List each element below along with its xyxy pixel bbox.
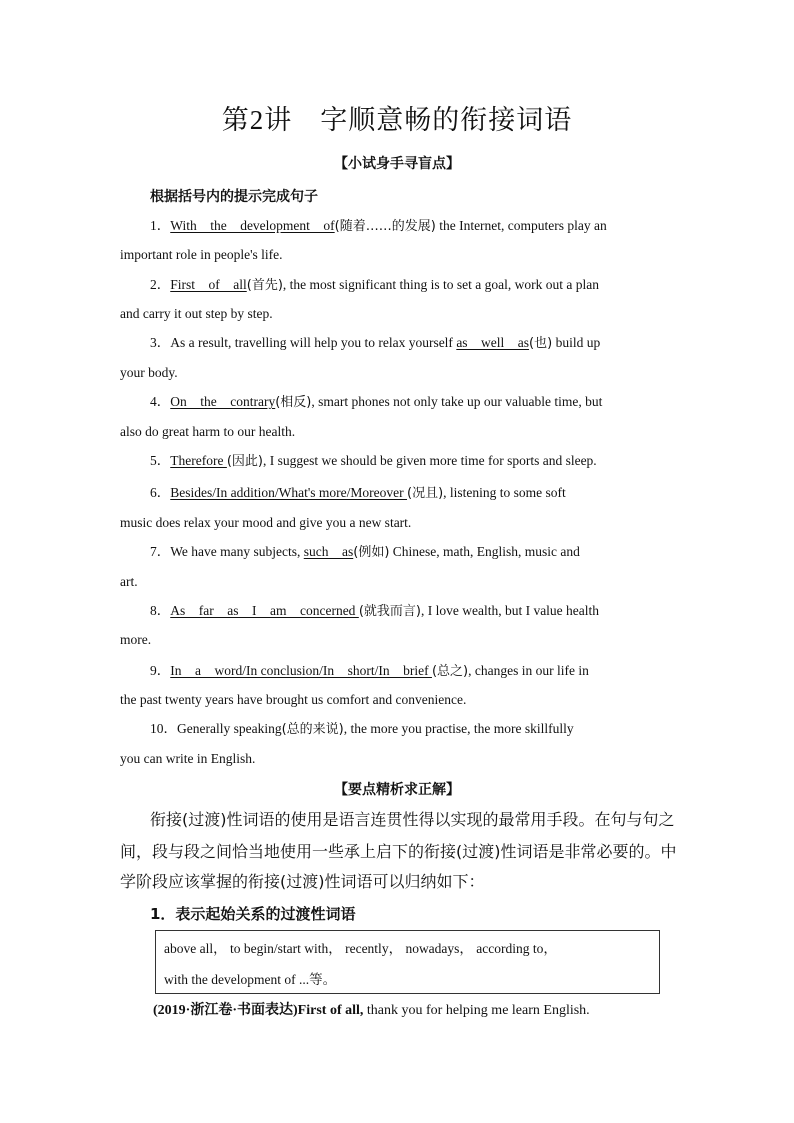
text-segment: 10． bbox=[150, 721, 177, 736]
text-segment: (就我而言) bbox=[358, 604, 421, 619]
item-2-line-1 bbox=[150, 275, 673, 296]
page-title bbox=[0, 98, 794, 137]
text-segment: 1． bbox=[150, 218, 171, 233]
text-segment: (况且) bbox=[407, 486, 444, 501]
section1-heading: 【小试身手寻盲点】 bbox=[334, 156, 460, 172]
answer-8: As far as I am concerned bbox=[170, 603, 359, 618]
example-bold: First of all, bbox=[297, 1003, 364, 1018]
answer-6: Besides/In addition/What's more/Moreover bbox=[170, 485, 408, 500]
item-10-line-1 bbox=[150, 719, 673, 740]
box-line-2: with the development of ...等。 bbox=[164, 972, 337, 987]
text-segment: , the more you practise, the more skillfully bbox=[343, 721, 574, 736]
paragraph-line-3: 学阶段应该掌握的衔接(过渡)性词语可以归纳如下： bbox=[120, 872, 485, 891]
section2-heading: 【要点精析求正解】 bbox=[334, 782, 460, 798]
item-4-line-2: also do great harm to our health. bbox=[120, 424, 296, 439]
text-segment: 8． bbox=[150, 603, 171, 618]
example-sentence bbox=[153, 999, 590, 1019]
text-segment: As a result, travelling will help you to relax yourself bbox=[170, 335, 457, 350]
paragraph-line-2: 间，段与段之间恰当地使用一些承上启下的衔接(过渡)性词语是非常必要的。中 bbox=[120, 842, 677, 861]
item-9-line-1 bbox=[150, 661, 673, 682]
text-segment: , the most significant thing is to set a goal, work out a plan bbox=[282, 277, 599, 292]
text-segment: the Internet, computers play an bbox=[435, 218, 607, 233]
item-3-line-1 bbox=[150, 333, 673, 354]
item-7-line-2: art. bbox=[120, 574, 138, 589]
text-segment: 3． bbox=[150, 335, 171, 350]
text-segment: 7． bbox=[150, 544, 171, 559]
text-segment: (也) bbox=[529, 336, 553, 351]
item-3-line-2: your body. bbox=[120, 365, 178, 380]
text-segment: (总之) bbox=[431, 664, 469, 679]
text-segment: Chinese, math, English, music and bbox=[389, 544, 580, 559]
text-segment: (相反) bbox=[275, 395, 312, 410]
answer-7: such as bbox=[303, 544, 354, 559]
item-1-line-2: important role in people's life. bbox=[120, 247, 283, 262]
answer-2: First of all bbox=[170, 277, 247, 292]
answer-1: With the development of bbox=[170, 218, 335, 233]
text-segment: (因此) bbox=[226, 454, 263, 469]
answer-3: as well as bbox=[456, 335, 530, 350]
item-8-line-2: more. bbox=[120, 632, 152, 647]
item-9-line-2: the past twenty years have brought us comfort and convenience. bbox=[120, 692, 467, 707]
example-source: (2019·浙江卷·书面表达) bbox=[153, 1003, 298, 1018]
text-segment: Generally speaking bbox=[177, 721, 282, 736]
item-1-line-1 bbox=[150, 216, 673, 237]
text-segment: 9． bbox=[150, 663, 171, 678]
item-8-line-1 bbox=[150, 601, 673, 622]
title-main: 讲 字顺意畅的衔接词语 bbox=[264, 105, 573, 136]
box-line-1: above all， to begin/start with， recently， nowadays， according to， bbox=[164, 941, 557, 956]
paragraph-line-1: 衔接(过渡)性词语的使用是语言连贯性得以实现的最常用手段。在句与句之 bbox=[150, 810, 675, 829]
text-segment: (首先) bbox=[246, 278, 283, 293]
text-segment: (例如) bbox=[353, 545, 390, 560]
example-rest: thank you for helping me learn English. bbox=[363, 1003, 590, 1018]
item-7-line-1 bbox=[150, 542, 673, 563]
text-segment: We have many subjects, bbox=[170, 544, 304, 559]
answer-4: On the contrary bbox=[170, 394, 276, 409]
text-segment: 4． bbox=[150, 394, 171, 409]
text-segment: , smart phones not only take up our valuable time, but bbox=[311, 394, 603, 409]
item-4-line-1 bbox=[150, 392, 673, 413]
text-segment: , I love wealth, but I value health bbox=[420, 603, 600, 618]
text-segment: (随着……的发展) bbox=[334, 219, 436, 234]
text-segment: build up bbox=[552, 335, 601, 350]
text-segment: , I suggest we should be given more time for sports and sleep. bbox=[263, 453, 597, 468]
item-6-line-1 bbox=[150, 483, 673, 504]
text-segment: 6． bbox=[150, 485, 171, 500]
item-2-line-2: and carry it out step by step. bbox=[120, 306, 273, 321]
item-5-line-1 bbox=[150, 451, 673, 472]
item-6-line-2: music does relax your mood and give you a new start. bbox=[120, 515, 412, 530]
title-prefix: 第 bbox=[221, 105, 250, 136]
text-segment: (总的来说) bbox=[281, 722, 344, 737]
instruction: 根据括号内的提示完成句子 bbox=[150, 189, 318, 205]
answer-9: In a word/In conclusion/In short/In brief bbox=[170, 663, 432, 678]
text-segment: 2． bbox=[150, 277, 171, 292]
answer-5: Therefore bbox=[170, 453, 227, 468]
title-number: 2 bbox=[249, 105, 265, 135]
text-segment: 5． bbox=[150, 453, 171, 468]
text-segment: , changes in our life in bbox=[468, 663, 589, 678]
phrase-box bbox=[155, 930, 660, 994]
text-segment: , listening to some soft bbox=[443, 485, 566, 500]
item-10-line-2: you can write in English. bbox=[120, 751, 256, 766]
subheading-1: 1．表示起始关系的过渡性词语 bbox=[150, 905, 356, 923]
